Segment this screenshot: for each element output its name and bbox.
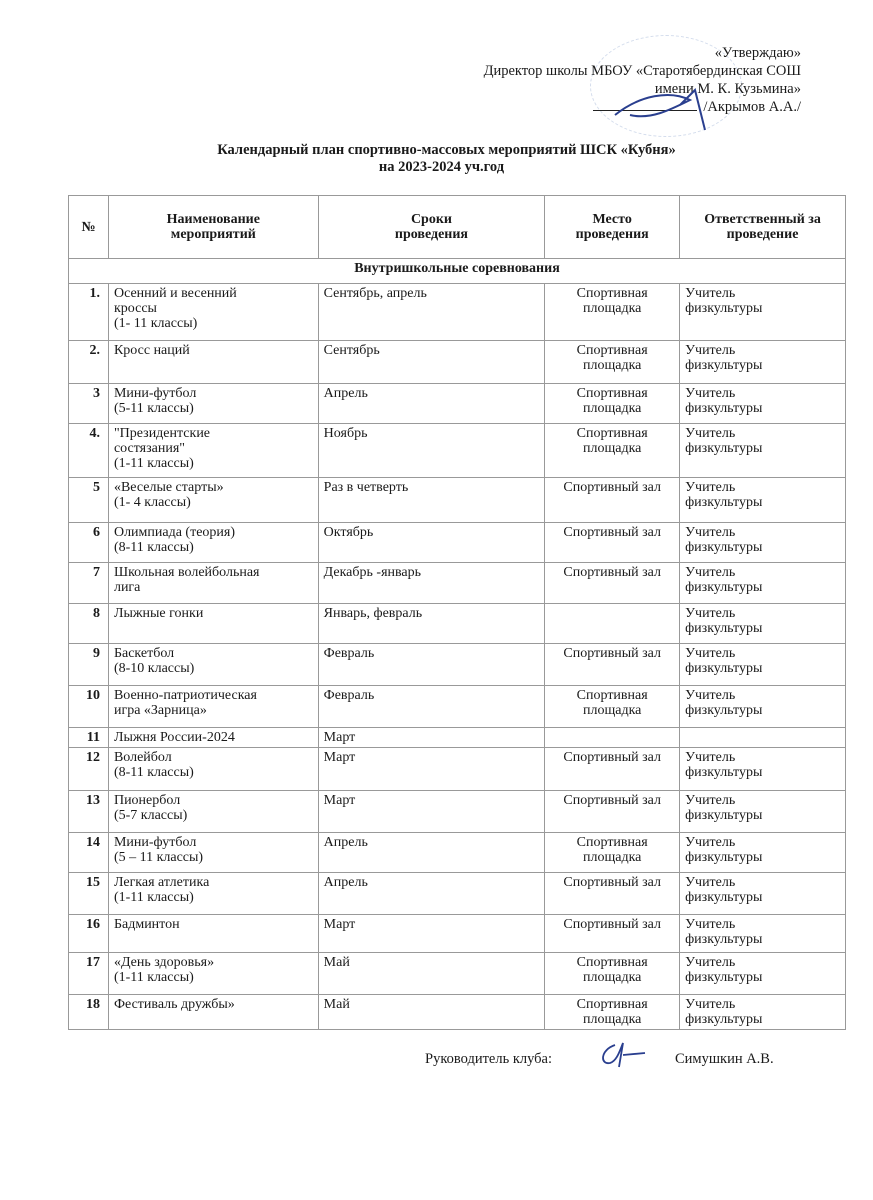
event-name: «День здоровья» (1-11 классы) bbox=[108, 953, 318, 995]
row-number: 6 bbox=[69, 523, 109, 563]
event-place: Спортивный зал bbox=[545, 644, 680, 686]
event-responsible: Учитель физкультуры bbox=[680, 873, 846, 915]
approval-signatory: /Акрымов А.А./ bbox=[703, 99, 801, 115]
event-dates: Декабрь -январь bbox=[318, 563, 545, 604]
row-number: 12 bbox=[69, 748, 109, 791]
row-number: 8 bbox=[69, 604, 109, 644]
section-row bbox=[69, 259, 846, 284]
event-responsible: Учитель физкультуры bbox=[680, 563, 846, 604]
event-place: Спортивный зал bbox=[545, 748, 680, 791]
club-head-signature bbox=[595, 1035, 655, 1075]
event-responsible: Учитель физкультуры bbox=[680, 833, 846, 873]
table-row bbox=[69, 915, 846, 953]
event-name: Лыжные гонки bbox=[108, 604, 318, 644]
table-row bbox=[69, 995, 846, 1030]
director-signature bbox=[610, 85, 730, 135]
row-number: 10 bbox=[69, 686, 109, 728]
club-head-name: Симушкин А.В. bbox=[675, 1051, 774, 1067]
event-dates: Апрель bbox=[318, 833, 545, 873]
event-place: Спортивный зал bbox=[545, 478, 680, 523]
header-dates: Сроки проведения bbox=[318, 196, 545, 259]
event-dates: Февраль bbox=[318, 644, 545, 686]
event-responsible: Учитель физкультуры bbox=[680, 995, 846, 1030]
event-dates: Апрель bbox=[318, 873, 545, 915]
event-name: «Веселые старты» (1- 4 классы) bbox=[108, 478, 318, 523]
table-row bbox=[69, 563, 846, 604]
section-title: Внутришкольные соревнования bbox=[69, 259, 846, 284]
table-row bbox=[69, 424, 846, 478]
event-dates: Март bbox=[318, 791, 545, 833]
event-place: Спортивная площадка bbox=[545, 995, 680, 1030]
event-dates: Май bbox=[318, 953, 545, 995]
table-row bbox=[69, 748, 846, 791]
row-number: 5 bbox=[69, 478, 109, 523]
event-dates: Май bbox=[318, 995, 545, 1030]
approval-position: Директор школы МБОУ «Старотябердинская СОШ bbox=[483, 63, 801, 79]
row-number: 17 bbox=[69, 953, 109, 995]
event-place: Спортивная площадка bbox=[545, 284, 680, 341]
event-name: Мини-футбол (5 – 11 классы) bbox=[108, 833, 318, 873]
table-row bbox=[69, 644, 846, 686]
event-place: Спортивная площадка bbox=[545, 341, 680, 384]
event-place: Спортивный зал bbox=[545, 915, 680, 953]
event-name: Школьная волейбольная лига bbox=[108, 563, 318, 604]
event-place bbox=[545, 604, 680, 644]
event-dates: Ноябрь bbox=[318, 424, 545, 478]
event-responsible: Учитель физкультуры bbox=[680, 604, 846, 644]
event-name: Фестиваль дружбы» bbox=[108, 995, 318, 1030]
row-number: 18 bbox=[69, 995, 109, 1030]
row-number: 9 bbox=[69, 644, 109, 686]
event-name: Баскетбол (8-10 классы) bbox=[108, 644, 318, 686]
event-responsible: Учитель физкультуры bbox=[680, 915, 846, 953]
event-name: Лыжня России-2024 bbox=[108, 728, 318, 748]
footer-label: Руководитель клуба: bbox=[425, 1051, 553, 1067]
table-row bbox=[69, 791, 846, 833]
event-responsible: Учитель физкультуры bbox=[680, 644, 846, 686]
event-name: Военно-патриотическая игра «Зарница» bbox=[108, 686, 318, 728]
event-dates: Октябрь bbox=[318, 523, 545, 563]
event-responsible: Учитель физкультуры bbox=[680, 284, 846, 341]
header-number: № bbox=[69, 196, 109, 259]
table-row bbox=[69, 833, 846, 873]
event-dates: Январь, февраль bbox=[318, 604, 545, 644]
event-dates: Март bbox=[318, 748, 545, 791]
table-header-row bbox=[69, 196, 846, 259]
event-dates: Сентябрь bbox=[318, 341, 545, 384]
footer bbox=[425, 1051, 774, 1068]
event-name: Пионербол (5-7 классы) bbox=[108, 791, 318, 833]
row-number: 7 bbox=[69, 563, 109, 604]
table-row bbox=[69, 604, 846, 644]
event-responsible: Учитель физкультуры bbox=[680, 686, 846, 728]
event-responsible: Учитель физкультуры bbox=[680, 424, 846, 478]
event-responsible: Учитель физкультуры bbox=[680, 791, 846, 833]
event-dates: Раз в четверть bbox=[318, 478, 545, 523]
event-dates: Март bbox=[318, 915, 545, 953]
events-table bbox=[68, 195, 846, 1030]
event-responsible: Учитель физкультуры bbox=[680, 523, 846, 563]
document-title bbox=[0, 142, 873, 176]
event-name: Мини-футбол (5-11 классы) bbox=[108, 384, 318, 424]
header-responsible: Ответственный за проведение bbox=[680, 196, 846, 259]
event-place: Спортивная площадка bbox=[545, 424, 680, 478]
approval-heading: «Утверждаю» bbox=[714, 45, 801, 61]
table-row bbox=[69, 284, 846, 341]
row-number: 1. bbox=[69, 284, 109, 341]
event-place: Спортивный зал bbox=[545, 873, 680, 915]
event-dates: Февраль bbox=[318, 686, 545, 728]
table-row bbox=[69, 953, 846, 995]
table-row bbox=[69, 873, 846, 915]
table-row bbox=[69, 728, 846, 748]
event-dates: Сентябрь, апрель bbox=[318, 284, 545, 341]
event-dates: Апрель bbox=[318, 384, 545, 424]
row-number: 2. bbox=[69, 341, 109, 384]
header-place: Место проведения bbox=[545, 196, 680, 259]
event-place: Спортивная площадка bbox=[545, 686, 680, 728]
event-name: Кросс наций bbox=[108, 341, 318, 384]
event-name: Легкая атлетика (1-11 классы) bbox=[108, 873, 318, 915]
event-place: Спортивный зал bbox=[545, 563, 680, 604]
table-row bbox=[69, 478, 846, 523]
approval-school-name: имени М. К. Кузьмина» bbox=[654, 81, 801, 97]
table-row bbox=[69, 523, 846, 563]
event-responsible: Учитель физкультуры bbox=[680, 953, 846, 995]
title-line-1: Календарный план спортивно-массовых мероприятий ШСК «Кубня» bbox=[217, 142, 676, 158]
title-line-2: на 2023-2024 уч.год bbox=[378, 159, 505, 175]
event-name: Олимпиада (теория) (8-11 классы) bbox=[108, 523, 318, 563]
row-number: 4. bbox=[69, 424, 109, 478]
row-number: 13 bbox=[69, 791, 109, 833]
row-number: 3 bbox=[69, 384, 109, 424]
event-name: Волейбол (8-11 классы) bbox=[108, 748, 318, 791]
event-place: Спортивный зал bbox=[545, 523, 680, 563]
event-responsible: Учитель физкультуры bbox=[680, 748, 846, 791]
event-place: Спортивная площадка bbox=[545, 953, 680, 995]
event-name: Осенний и весенний кроссы (1- 11 классы) bbox=[108, 284, 318, 341]
event-responsible bbox=[680, 728, 846, 748]
event-responsible: Учитель физкультуры bbox=[680, 341, 846, 384]
event-place: Спортивный зал bbox=[545, 791, 680, 833]
event-place bbox=[545, 728, 680, 748]
event-dates: Март bbox=[318, 728, 545, 748]
table-row bbox=[69, 341, 846, 384]
event-place: Спортивная площадка bbox=[545, 833, 680, 873]
table-row bbox=[69, 384, 846, 424]
header-event-name: Наименование мероприятий bbox=[108, 196, 318, 259]
event-place: Спортивная площадка bbox=[545, 384, 680, 424]
row-number: 15 bbox=[69, 873, 109, 915]
row-number: 16 bbox=[69, 915, 109, 953]
event-responsible: Учитель физкультуры bbox=[680, 384, 846, 424]
event-name: Бадминтон bbox=[108, 915, 318, 953]
row-number: 14 bbox=[69, 833, 109, 873]
event-name: "Президентские состязания" (1-11 классы) bbox=[108, 424, 318, 478]
table-row bbox=[69, 686, 846, 728]
row-number: 11 bbox=[69, 728, 109, 748]
event-responsible: Учитель физкультуры bbox=[680, 478, 846, 523]
